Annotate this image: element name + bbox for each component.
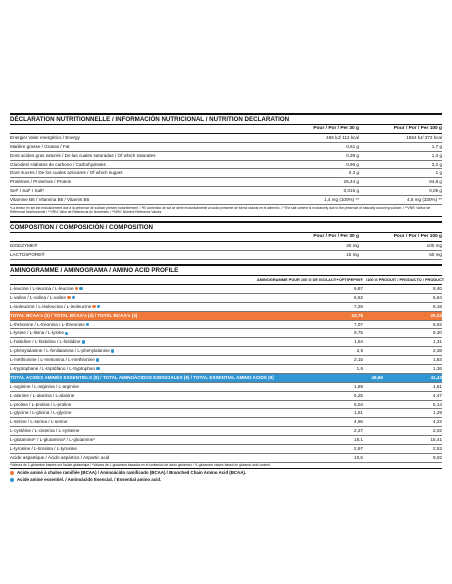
essential-dot-icon [10,478,14,482]
amino-value-isolac: 10,6 [354,454,363,460]
amino-value-isolac: 1,54 [354,339,363,345]
amino-cell-label [10,329,215,337]
nutrition-row [10,178,442,187]
composition-header-row [10,233,442,242]
nutrient-value-100g: 3,2 g [431,161,442,167]
nutrition-row [10,169,442,178]
nutrition-title: DÉCLARATION NUTRITIONNELLE / INFORMACIÓN NUTRICIONAL / NUTRITION DECLARATION [10,115,442,125]
ingredient-value-100g: 100 mg [426,243,442,249]
nutrition-row [10,161,442,170]
amino-acid-label: L-valine / L-valina / L-valine [10,294,66,300]
amino-acid-label: L-tryptophane / L-triptófano / L-tryptophan [10,366,96,371]
amino-cell-label [10,294,215,302]
nutrient-value-30g: 0,51 g [346,143,359,149]
nutrient-label: Sel* / Sal* / Salt* [10,188,45,194]
nutrient-label: Vitamine B6 / Vitamina B6 / Vitamin B6 [10,197,90,203]
amino-cell-label [10,338,215,346]
amino-acid-label: L-alanine / L-alanina / L-alanine [10,392,75,398]
nutrient-value-30g: 466 kJ/ 112 kcal [326,134,359,140]
amino-value-product: 2,53 [433,446,442,452]
nutrient-value-30g: 25,44 g [343,179,359,185]
amino-footnote: *Valeurs de L-glutamine basées sur l'acide glutamique / *Valores de L-glutamina basados en el contenido de ácido glutámico / *L-glutamine values based on glutamic acid content. [10,463,442,470]
essential-dot-icon [79,287,82,290]
amino-cell-label [10,454,215,462]
nutrient-label: Dont sucres / De los cuales azúcares / Of which sugars [10,170,123,176]
nutrient-label: Protéines / Proteínas / Protein [10,179,72,185]
amino-value-isolac: 6,62 [354,294,363,300]
amino-legend [10,469,442,483]
nutrition-row [10,152,442,161]
amino-cell-label [10,374,274,382]
amino-value-isolac: 1,89 [354,383,363,389]
essential-dot-icon [72,296,75,299]
bcaa-dot-icon [67,296,70,299]
amino-acid-label: TOTAL ACIDES AMINÉS ESSENTIELS (9) / TOTAL AMINOÁCIDOS ESENCIALES (9) / TOTAL ESSENTIAL AMINO ACIDS (9) [10,374,274,380]
amino-row [10,454,442,463]
amino-row [10,321,442,330]
amino-cell-label [10,383,215,391]
amino-acid-label: L-histidine / L-histidina / L-histidine [10,339,81,345]
nutrition-row [10,134,442,143]
amino-value-isolac: 7,07 [354,321,363,327]
nutrient-value-30g: 0,96 g [346,161,359,167]
amino-value-isolac: 1,51 [354,410,363,416]
amino-value-isolac: 18,1 [354,437,363,443]
essential-dot-icon [97,305,100,308]
amino-cell-label [10,409,215,417]
composition-section [10,221,442,260]
amino-value-product: 1,83 [433,357,442,363]
amino-acid-label: L-isoleucine / L-isoleucina / L-isoleucine [10,303,92,309]
amino-row [10,347,442,356]
amino-acid-label: L-arginine / L-arginina / L-arginine [10,383,79,389]
amino-header-row [10,276,445,285]
amino-cell-label [10,427,215,435]
amino-acid-label: L-sérine / L-serina / L-serine [10,419,68,425]
amino-value-product: 20,22 [430,312,442,318]
amino-cell-label [10,392,215,400]
amino-value-product: 5,64 [433,294,442,300]
amino-acid-label: L-glycine / L-glicina / L-glycine [10,410,72,416]
amino-value-isolac: 1,6 [356,366,363,371]
ingredient-label: DIGEZYME® [10,243,38,249]
amino-value-product: 2,38 [433,348,442,354]
amino-value-isolac: 9,87 [354,285,363,291]
amino-title: AMINOGRAMME / AMINOGRAMA / AMINO ACID PROFILE [10,266,442,276]
amino-value-product: 6,02 [433,321,442,327]
amino-acid-label: L-méthionine / L-metionina / L-methionine [10,357,95,363]
amino-cell-label [10,445,215,453]
ingredient-value-30g: 15 mg [346,252,359,258]
nutrient-value-100g: 4,6 mg (330%) ** [407,197,442,203]
amino-acid-label: L-lysine / L-lisina / L-lysine [10,330,64,336]
nutrient-label: Energie/ Valor energético / Energy [10,134,80,140]
amino-section [10,264,445,483]
amino-cell-label [10,418,215,426]
amino-acid-label: Acide aspartique / Ácido aspártico / Aspartic acid [10,454,110,460]
amino-cell-label [10,303,215,311]
nutrient-label: Glucides/ Hidratos de carbono / Carbohydrates [10,161,106,167]
amino-cell-label [10,285,215,293]
amino-total-row [10,312,442,321]
nutrient-value-100g: 1554 kJ/ 372 kcal [406,134,442,140]
amino-value-isolac: 7,26 [354,303,363,309]
composition-col-100g: Pour / Por / Per 100 g [393,234,442,240]
ingredient-label: LACTOSPORE® [10,252,45,258]
amino-row [10,383,442,392]
amino-rows [10,285,442,463]
amino-row [10,294,442,303]
amino-acid-label: L-leucine / L-leucina / L-leucine [10,285,74,291]
amino-value-product: 15,41 [430,437,442,443]
amino-row [10,409,442,418]
nutrition-row [10,187,442,196]
amino-acid-label: L-phénylalanine / L-fenilalanina / L-phenylalanine [10,348,110,354]
legend-item [10,477,442,483]
amino-cell-label [10,347,215,355]
nutrition-row [10,196,442,205]
amino-value-product: 4,47 [433,392,442,398]
amino-cell-label [10,401,215,409]
amino-row [10,303,442,312]
amino-value-isolac: 48,66 [371,374,383,380]
essential-dot-icon [65,332,68,335]
amino-value-product: 2,02 [433,428,442,434]
nutrient-value-100g: 1,3 g [431,152,442,158]
nutrient-value-30g: 1,4 mg (100%) ** [324,197,359,203]
amino-acid-label: L-tyrosine / L-tirosina / L-tyrosine [10,446,77,452]
amino-row [10,365,442,374]
nutrient-value-100g: 0,05 g [429,188,442,194]
essential-dot-icon [82,340,85,343]
amino-value-product: 8,30 [433,330,442,336]
amino-value-isolac: 9,75 [354,330,363,336]
amino-acid-label: L-cystéine / L-cisteína / L-cysteine [10,428,80,434]
amino-col-isolac: AMINOGRAMME POUR 100 G DE ISOLAC®+OPTIPEP90® [256,277,363,283]
amino-value-product: 6,18 [433,303,442,309]
nutrition-note: *La teneur en sel est exclusivement due à la présence de sodium présent naturellement. / *El contenido de sal se debe exclusivamente al sodio presente de forma natural en el alimento. / *The salt content is exclusively due to the presence of naturally occurring sodium. / **VNR: Valeur de Référence Nutritionnelle / **VRN: Valor de Referencia de Nutrientes / **NRV: Nutrient Reference Values. [10,205,442,217]
nutrient-label: Dont acides gras saturés / De las cuales saturadas / Of which saturates [10,152,156,158]
nutrient-value-30g: 0,39 g [346,152,359,158]
amino-acid-label: TOTAL BCAA's (3) / TOTAL BCAA's (3) / TOTAL BCAA's (3) [10,312,138,318]
amino-value-isolac: 2,8 [356,348,363,354]
amino-acid-label: L-proline / L-prolina / L-proline [10,401,72,407]
amino-total-row [10,374,442,383]
amino-value-isolac: 5,25 [354,392,363,398]
legend-text: Acide aminé à chaîne ramifiée (BCAA) / Aminoácido ramificado (BCAA) / Branched Chain Amino Acid (BCAA). [17,470,247,476]
amino-value-product: 1,61 [433,383,442,389]
essential-dot-icon [96,358,99,361]
amino-row [10,445,442,454]
nutrition-col-100g: Pour / Por / Per 100 g [393,126,442,131]
amino-row [10,401,442,410]
amino-acid-label: L-glutamine* / L-glutamina* / L-glutamine* [10,437,96,443]
legend-text: Acide aminé essentiel. / Aminoácido Esencial. / Essential amino acid. [17,476,162,482]
nutrition-col-30g: Pour / Por / Per 30 g [313,126,359,131]
amino-value-product: 1,36 [433,366,442,371]
amino-value-isolac: 6,04 [354,401,363,407]
amino-cell-label [10,312,215,320]
amino-value-product: 4,22 [433,419,442,425]
amino-value-isolac: 2,97 [354,446,363,452]
amino-row [10,392,442,401]
amino-row [10,356,442,365]
nutrient-label: Matière grasse / Grasas / Fat [10,143,70,149]
amino-value-product: 1,31 [433,339,442,345]
essential-dot-icon [96,367,99,370]
composition-row [10,242,442,251]
nutrient-value-100g: 1,7 g [431,143,442,149]
ingredient-value-100g: 50 mg [429,252,442,258]
composition-row [10,251,442,260]
amino-cell-label [10,436,215,444]
bcaa-dot-icon [92,305,95,308]
amino-value-isolac: 23,75 [351,312,363,318]
nutrient-value-100g: 1 g [435,170,442,176]
nutrition-section [10,113,442,217]
bcaa-dot-icon [75,287,78,290]
amino-cell-label [10,365,215,373]
nutrient-value-100g: 84,8 g [429,179,442,185]
essential-dot-icon [86,323,89,326]
amino-acid-label: L-thréonine / L-treonina / L-threonine [10,321,85,327]
amino-value-product: 1,29 [433,410,442,416]
amino-value-product: 8,40 [433,285,442,291]
bcaa-dot-icon [10,471,14,475]
nutrient-value-30g: 0,015 g [343,188,359,194]
amino-row [10,285,442,294]
amino-col-product: /100 G PRODUIT / PRODUCTO / PRODUCT [366,277,445,283]
amino-row [10,418,442,427]
amino-value-product: 41,43 [430,374,442,380]
nutrient-value-30g: 0,3 g [348,170,359,176]
composition-rows [10,242,442,260]
nutrition-header-row [10,125,442,134]
amino-value-product: 9,02 [433,454,442,460]
amino-row [10,427,442,436]
amino-value-product: 5,14 [433,401,442,407]
nutrition-rows [10,134,442,205]
amino-cell-label [10,356,215,364]
essential-dot-icon [111,349,114,352]
amino-row [10,329,442,338]
composition-title: COMPOSITION / COMPOSICIÓN / COMPOSITION [10,223,442,233]
amino-value-isolac: 4,96 [354,419,363,425]
nutrition-row [10,143,442,152]
amino-row [10,338,442,347]
nutrition-label-sheet [10,113,445,487]
amino-value-isolac: 2,37 [354,428,363,434]
ingredient-value-30g: 30 mg [346,243,359,249]
amino-cell-label [10,321,215,329]
amino-value-isolac: 2,15 [354,357,363,363]
composition-col-30g: Pour / Por / Per 30 g [313,234,359,240]
amino-row [10,436,442,445]
